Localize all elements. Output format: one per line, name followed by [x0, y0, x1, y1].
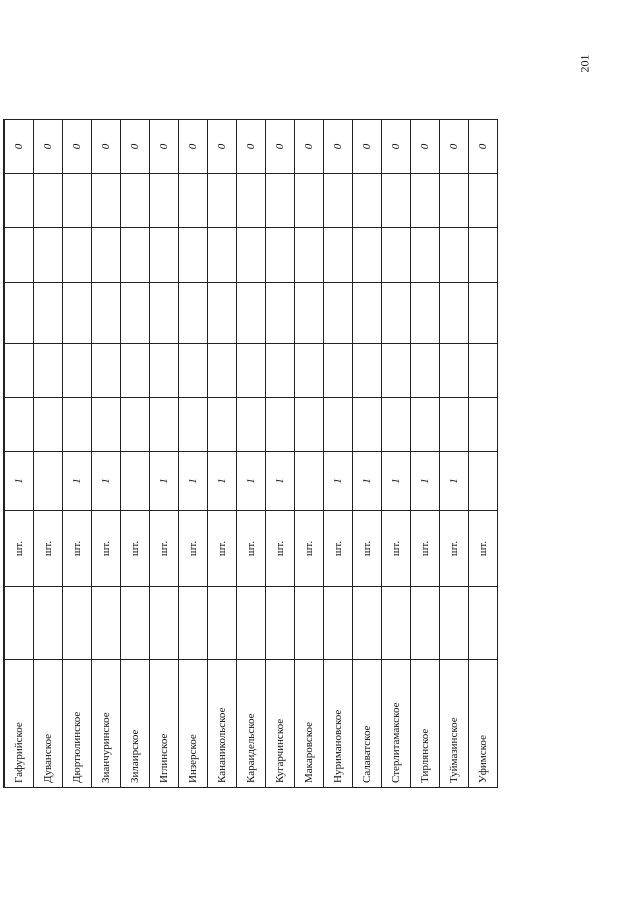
empty-cell	[353, 398, 382, 452]
empty-cell	[121, 587, 150, 660]
unit-cell: шт.	[4, 511, 34, 587]
empty-cell	[324, 283, 353, 344]
empty-cell	[469, 174, 498, 228]
empty-cell	[179, 228, 208, 283]
empty-cell	[121, 344, 150, 398]
page-number: 201	[577, 54, 592, 72]
empty-cell	[179, 587, 208, 660]
empty-cell	[266, 587, 295, 660]
unit-cell: шт.	[92, 511, 121, 587]
total-cell: 0	[208, 120, 237, 174]
district-name-cell: Дюртюлинское	[63, 660, 92, 788]
empty-cell	[353, 228, 382, 283]
empty-cell	[34, 228, 63, 283]
total-cell: 0	[237, 120, 266, 174]
district-name-cell: Макаровское	[295, 660, 324, 788]
district-name-cell: Уфимское	[469, 660, 498, 788]
empty-cell	[92, 398, 121, 452]
total-cell: 0	[324, 120, 353, 174]
empty-cell	[411, 587, 440, 660]
empty-cell	[34, 398, 63, 452]
unit-cell: шт.	[266, 511, 295, 587]
district-name-cell: Салаватское	[353, 660, 382, 788]
empty-cell	[4, 398, 34, 452]
unit-cell: шт.	[150, 511, 179, 587]
total-cell: 0	[34, 120, 63, 174]
count-cell: 1	[179, 452, 208, 511]
empty-cell	[295, 398, 324, 452]
table-row	[121, 120, 150, 788]
unit-cell: шт.	[121, 511, 150, 587]
table-row	[382, 120, 411, 788]
empty-cell	[4, 228, 34, 283]
empty-cell	[208, 398, 237, 452]
empty-cell	[208, 587, 237, 660]
empty-cell	[411, 174, 440, 228]
empty-cell	[4, 587, 34, 660]
empty-cell	[295, 587, 324, 660]
empty-cell	[34, 174, 63, 228]
table-row	[295, 120, 324, 788]
total-cell: 0	[266, 120, 295, 174]
unit-cell: шт.	[34, 511, 63, 587]
empty-cell	[208, 283, 237, 344]
count-cell: 1	[63, 452, 92, 511]
unit-cell: шт.	[208, 511, 237, 587]
empty-cell	[150, 344, 179, 398]
empty-cell	[179, 344, 208, 398]
empty-cell	[266, 283, 295, 344]
unit-cell: шт.	[382, 511, 411, 587]
count-cell: 1	[92, 452, 121, 511]
empty-cell	[237, 398, 266, 452]
empty-cell	[150, 587, 179, 660]
table-row	[63, 120, 92, 788]
table-row	[353, 120, 382, 788]
table-row	[179, 120, 208, 788]
total-cell: 0	[295, 120, 324, 174]
empty-cell	[121, 398, 150, 452]
unit-cell: шт.	[237, 511, 266, 587]
empty-cell	[4, 344, 34, 398]
district-name-cell: Кананикольское	[208, 660, 237, 788]
district-name-cell: Стерлитамакское	[382, 660, 411, 788]
empty-cell	[266, 398, 295, 452]
empty-cell	[179, 398, 208, 452]
empty-cell	[382, 398, 411, 452]
empty-cell	[324, 344, 353, 398]
empty-cell	[63, 174, 92, 228]
empty-cell	[34, 283, 63, 344]
empty-cell	[411, 228, 440, 283]
district-name-cell: Дуванское	[34, 660, 63, 788]
total-cell: 0	[92, 120, 121, 174]
unit-cell: шт.	[324, 511, 353, 587]
table-row	[150, 120, 179, 788]
count-cell: 1	[237, 452, 266, 511]
empty-cell	[92, 228, 121, 283]
empty-cell	[295, 174, 324, 228]
empty-cell	[324, 174, 353, 228]
unit-cell: шт.	[469, 511, 498, 587]
unit-cell: шт.	[295, 511, 324, 587]
table-body	[4, 120, 498, 788]
empty-cell	[208, 344, 237, 398]
empty-cell	[295, 283, 324, 344]
table-row	[4, 120, 34, 788]
empty-cell	[179, 174, 208, 228]
empty-cell	[237, 587, 266, 660]
empty-cell	[63, 587, 92, 660]
empty-cell	[382, 587, 411, 660]
district-name-cell: Зианчуринское	[92, 660, 121, 788]
empty-cell	[382, 228, 411, 283]
empty-cell	[92, 283, 121, 344]
data-table	[3, 119, 498, 788]
empty-cell	[266, 344, 295, 398]
empty-cell	[63, 228, 92, 283]
empty-cell	[63, 344, 92, 398]
empty-cell	[121, 174, 150, 228]
empty-cell	[382, 283, 411, 344]
empty-cell	[440, 283, 469, 344]
district-name-cell: Инзерское	[179, 660, 208, 788]
count-cell: 1	[382, 452, 411, 511]
total-cell: 0	[382, 120, 411, 174]
table-row	[208, 120, 237, 788]
empty-cell	[324, 398, 353, 452]
empty-cell	[469, 587, 498, 660]
total-cell: 0	[440, 120, 469, 174]
empty-cell	[4, 283, 34, 344]
table-row	[411, 120, 440, 788]
empty-cell	[121, 283, 150, 344]
empty-cell	[440, 174, 469, 228]
empty-cell	[353, 174, 382, 228]
empty-cell	[4, 174, 34, 228]
district-name-cell: Гафурийское	[4, 660, 34, 788]
empty-cell	[208, 228, 237, 283]
empty-cell	[440, 228, 469, 283]
empty-cell	[266, 228, 295, 283]
district-name-cell: Нуримановское	[324, 660, 353, 788]
count-cell: 1	[266, 452, 295, 511]
rotated-table-block	[0, 120, 489, 788]
total-cell: 0	[63, 120, 92, 174]
table-row	[324, 120, 353, 788]
unit-cell: шт.	[63, 511, 92, 587]
table-row	[92, 120, 121, 788]
empty-cell	[411, 344, 440, 398]
empty-cell	[382, 344, 411, 398]
count-cell: 1	[353, 452, 382, 511]
empty-cell	[34, 344, 63, 398]
district-name-cell: Туймазинское	[440, 660, 469, 788]
empty-cell	[237, 344, 266, 398]
count-cell	[295, 452, 324, 511]
empty-cell	[411, 398, 440, 452]
empty-cell	[63, 283, 92, 344]
unit-cell: шт.	[411, 511, 440, 587]
empty-cell	[92, 587, 121, 660]
empty-cell	[266, 174, 295, 228]
empty-cell	[295, 228, 324, 283]
empty-cell	[208, 174, 237, 228]
count-cell: 1	[440, 452, 469, 511]
empty-cell	[34, 587, 63, 660]
empty-cell	[237, 174, 266, 228]
unit-cell: шт.	[179, 511, 208, 587]
empty-cell	[150, 228, 179, 283]
table-row	[469, 120, 498, 788]
empty-cell	[150, 398, 179, 452]
district-name-cell: Кугарчинское	[266, 660, 295, 788]
empty-cell	[353, 587, 382, 660]
empty-cell	[469, 398, 498, 452]
empty-cell	[295, 344, 324, 398]
count-cell: 1	[208, 452, 237, 511]
empty-cell	[121, 228, 150, 283]
empty-cell	[469, 344, 498, 398]
empty-cell	[237, 283, 266, 344]
count-cell: 1	[411, 452, 440, 511]
empty-cell	[440, 398, 469, 452]
unit-cell: шт.	[353, 511, 382, 587]
empty-cell	[92, 344, 121, 398]
empty-cell	[353, 344, 382, 398]
district-name-cell: Зилаирское	[121, 660, 150, 788]
table-row	[34, 120, 63, 788]
empty-cell	[440, 587, 469, 660]
empty-cell	[324, 587, 353, 660]
empty-cell	[150, 174, 179, 228]
empty-cell	[469, 283, 498, 344]
empty-cell	[150, 283, 179, 344]
total-cell: 0	[150, 120, 179, 174]
count-cell	[469, 452, 498, 511]
unit-cell: шт.	[440, 511, 469, 587]
empty-cell	[92, 174, 121, 228]
district-name-cell: Иглинское	[150, 660, 179, 788]
empty-cell	[382, 174, 411, 228]
count-cell	[34, 452, 63, 511]
count-cell: 1	[150, 452, 179, 511]
total-cell: 0	[4, 120, 34, 174]
total-cell: 0	[179, 120, 208, 174]
empty-cell	[353, 283, 382, 344]
district-name-cell: Караидельское	[237, 660, 266, 788]
empty-cell	[411, 283, 440, 344]
empty-cell	[63, 398, 92, 452]
table-row	[237, 120, 266, 788]
empty-cell	[324, 228, 353, 283]
total-cell: 0	[353, 120, 382, 174]
empty-cell	[440, 344, 469, 398]
table-row	[266, 120, 295, 788]
count-cell	[121, 452, 150, 511]
total-cell: 0	[121, 120, 150, 174]
empty-cell	[237, 228, 266, 283]
total-cell: 0	[469, 120, 498, 174]
total-cell: 0	[411, 120, 440, 174]
empty-cell	[179, 283, 208, 344]
empty-cell	[469, 228, 498, 283]
district-name-cell: Тирлянское	[411, 660, 440, 788]
count-cell: 1	[4, 452, 34, 511]
count-cell: 1	[324, 452, 353, 511]
table-row	[440, 120, 469, 788]
